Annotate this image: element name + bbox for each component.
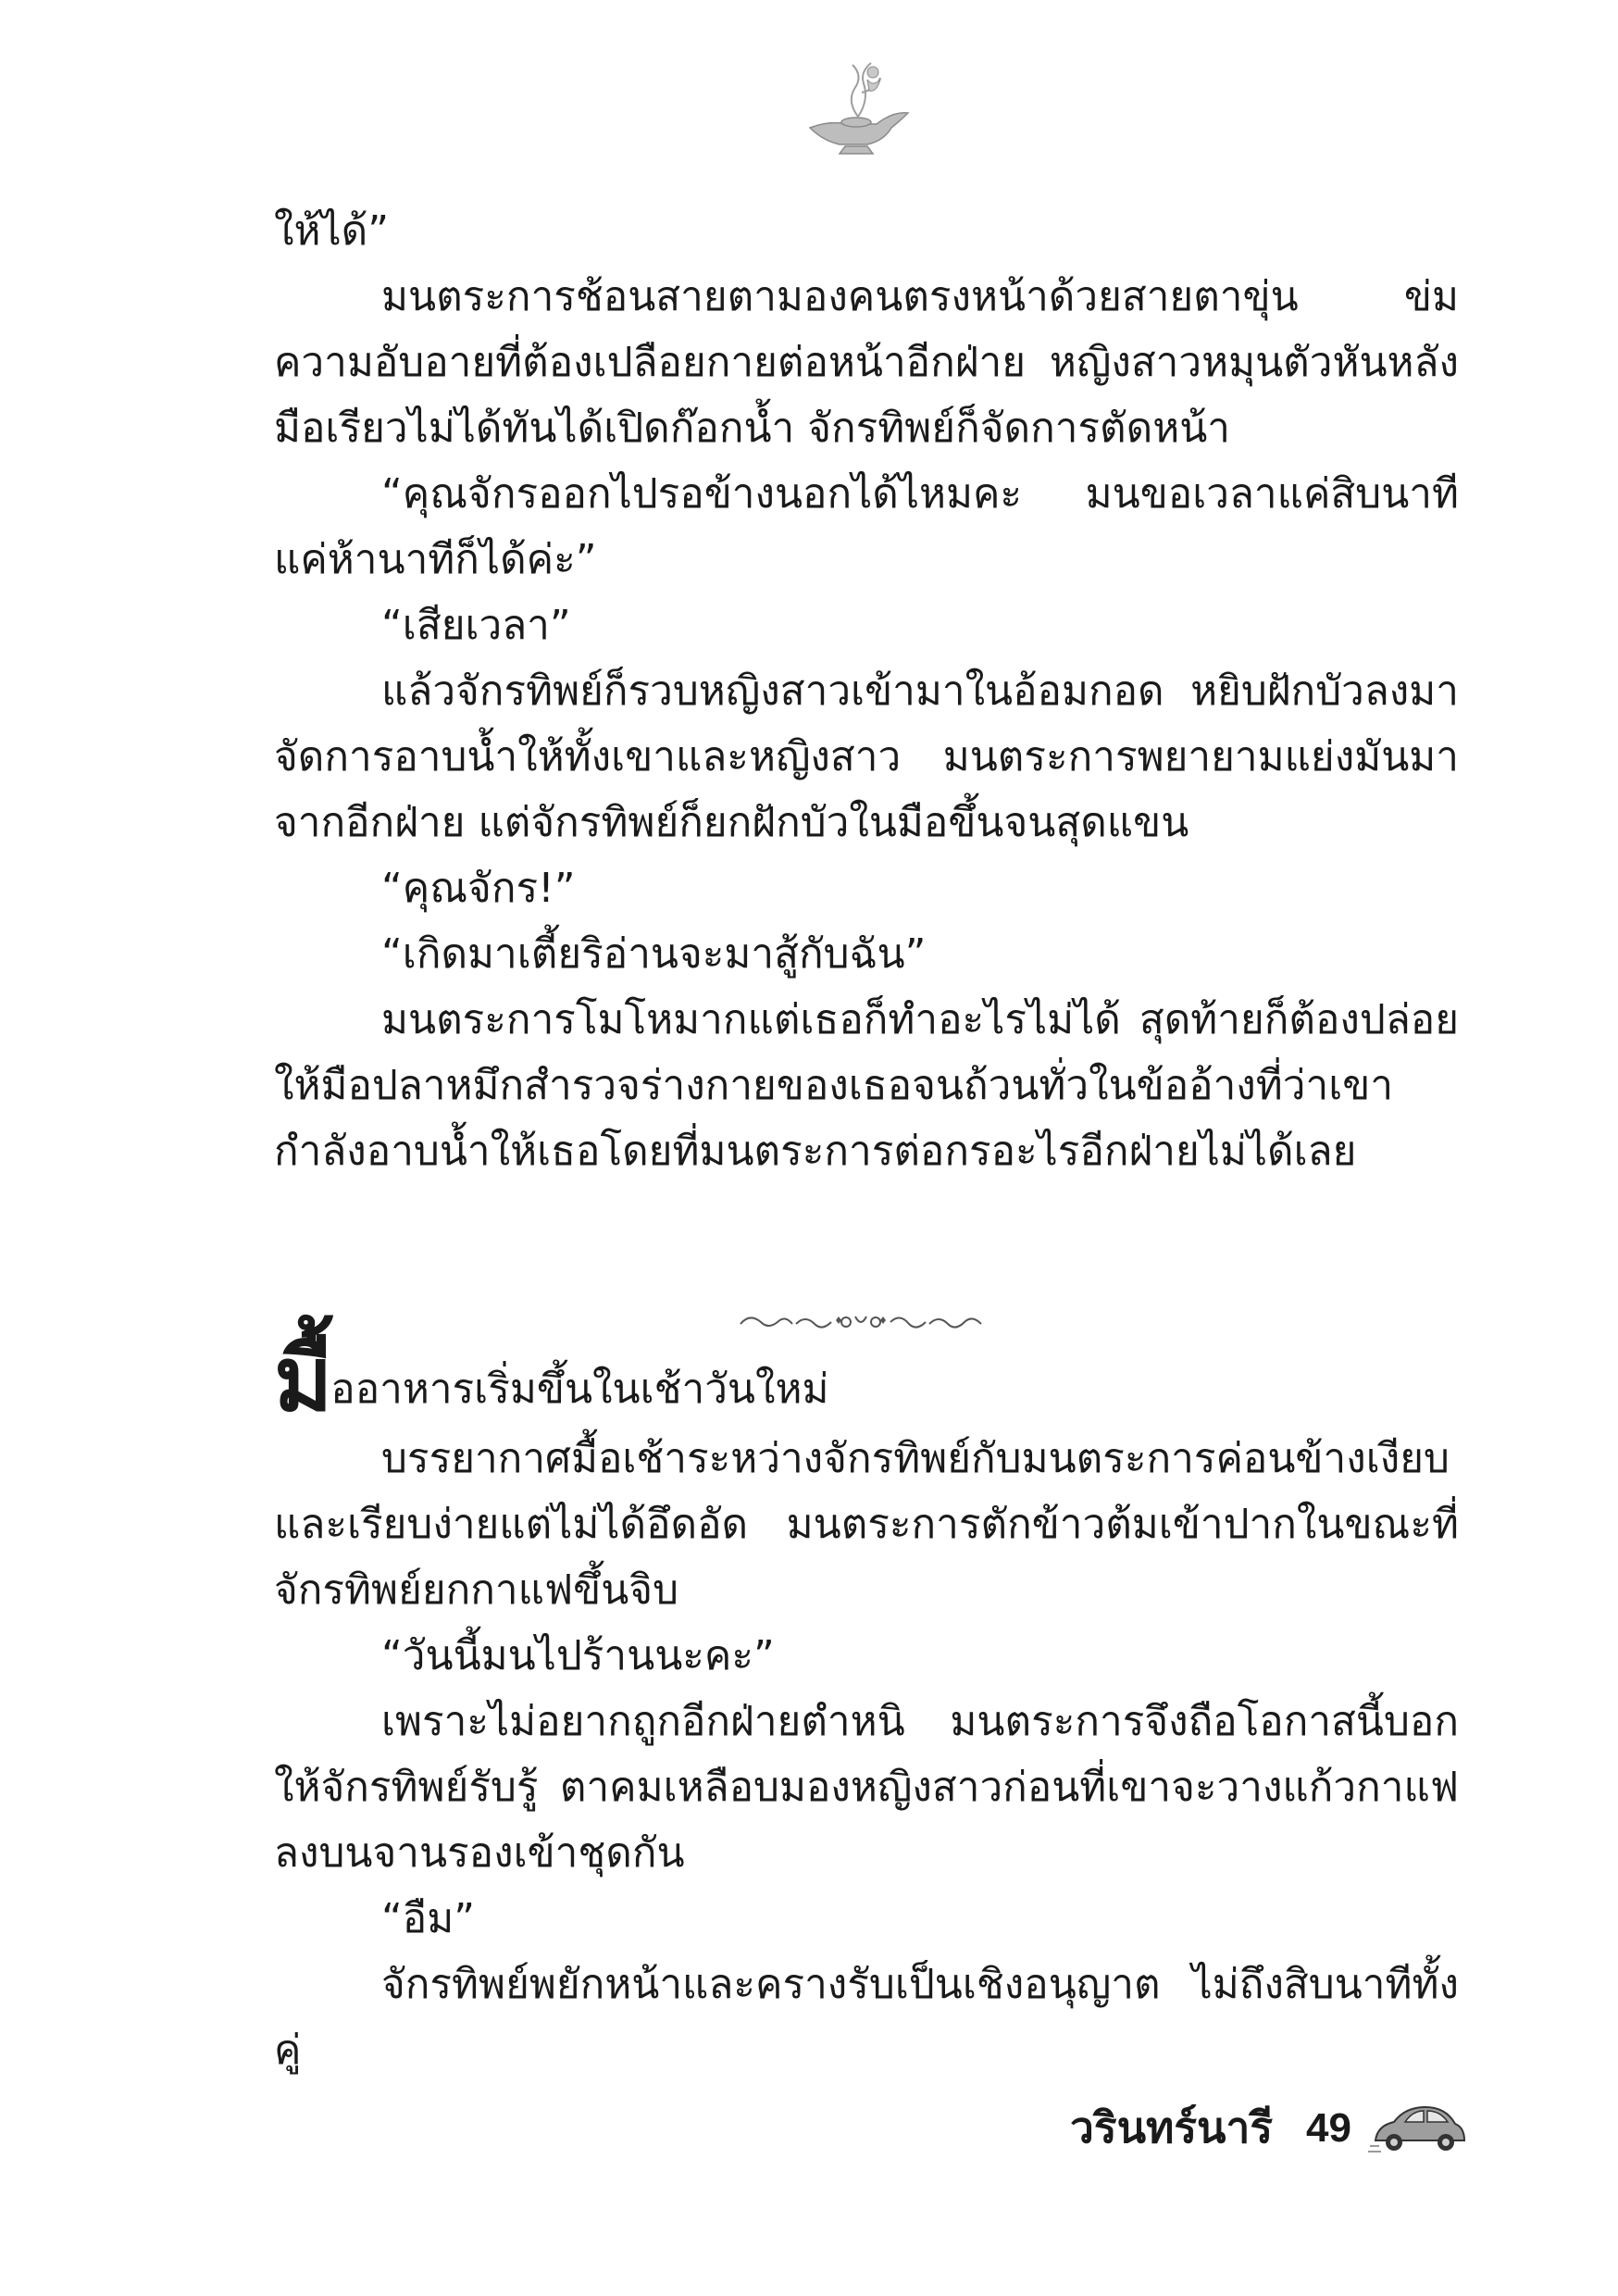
paragraph: “อืม”: [381, 1895, 476, 1942]
vintage-car-icon: [1368, 2098, 1470, 2159]
page-number: 49: [1306, 2104, 1351, 2151]
paragraph: ให้ได้”: [274, 207, 389, 255]
section-opening-line: [274, 1328, 1459, 1431]
paragraph: “คุณจักร!”: [381, 865, 576, 912]
genie-lamp-icon: [791, 56, 921, 157]
paragraph: เพราะไม่อยากถูกอีกฝ่ายตำหนิ มนตระการจึงถือโอกาสนี้บอกให้จักรทิพย์รับรู้ ตาคมเหลือบมองหญิงสาวก่อนที่เขาจะวางแก้วกาแฟลงบนจานรองเข้าชุดกัน: [274, 1698, 1459, 1877]
paragraph: บรรยากาศมื้อเช้าระหว่างจักรทิพย์กับมนตระการค่อนข้างเงียบและเรียบง่ายแต่ไม่ได้อึดอัด มนตระการตักข้าวต้มเข้าปากในขณะที่จักรทิพย์ยกกาแฟขึ้นจิบ: [274, 1435, 1459, 1614]
body-text-bottom: [274, 1426, 1459, 2083]
section-opening-text: ออาหารเริ่มขึ้นในเช้าวันใหม่: [330, 1366, 829, 1413]
book-title: วรินทร์นารี: [1070, 2103, 1274, 2152]
paragraph: “วันนี้มนไปร้านนะคะ”: [381, 1632, 775, 1679]
paragraph: แล้วจักรทิพย์ก็รวบหญิงสาวเข้ามาในอ้อมกอด หยิบฝักบัวลงมาจัดการอาบน้ำให้ทั้งเขาและหญิงสาว มนตระการพยายามแย่งมันมาจากอีกฝ่าย แต่จักรทิพย์ก็ยกฝักบัวในมือขึ้นจนสุดแขน: [274, 668, 1459, 846]
paragraph: “คุณจักรออกไปรอข้างนอกได้ไหมคะ มนขอเวลาแค่สิบนาทีแค่ห้านาทีก็ได้ค่ะ”: [274, 470, 1459, 583]
drop-cap: มื้: [274, 1328, 331, 1431]
body-text-top: [274, 198, 1459, 1184]
paragraph: “เกิดมาเตี้ยริอ่านจะมาสู้กับฉัน”: [381, 930, 927, 978]
paragraph: “เสียเวลา”: [381, 602, 571, 649]
paragraph: มนตระการโมโหมากแต่เธอก็ทำอะไรไม่ได้ สุดท้ายก็ต้องปล่อยให้มือปลาหมึกสำรวจร่างกายของเธอจนถ้วนทั่วในข้ออ้างที่ว่าเขากำลังอาบน้ำให้เธอโดยที่มนตระการต่อกรอะไรอีกฝ่ายไม่ได้เลย: [274, 996, 1459, 1175]
paragraph: จักรทิพย์พยักหน้าและครางรับเป็นเชิงอนุญาต ไม่ถึงสิบนาทีทั้งคู่: [274, 1961, 1459, 2074]
paragraph: มนตระการช้อนสายตามองคนตรงหน้าด้วยสายตาขุ่น ข่มความอับอายที่ต้องเปลือยกายต่อหน้าอีกฝ่าย หญิงสาวหมุนตัวหันหลัง มือเรียวไม่ได้ทันได้เปิดก๊อกน้ำ จักรทิพย์ก็จัดการตัดหน้า: [274, 273, 1459, 452]
page-footer: [1070, 2094, 1470, 2162]
